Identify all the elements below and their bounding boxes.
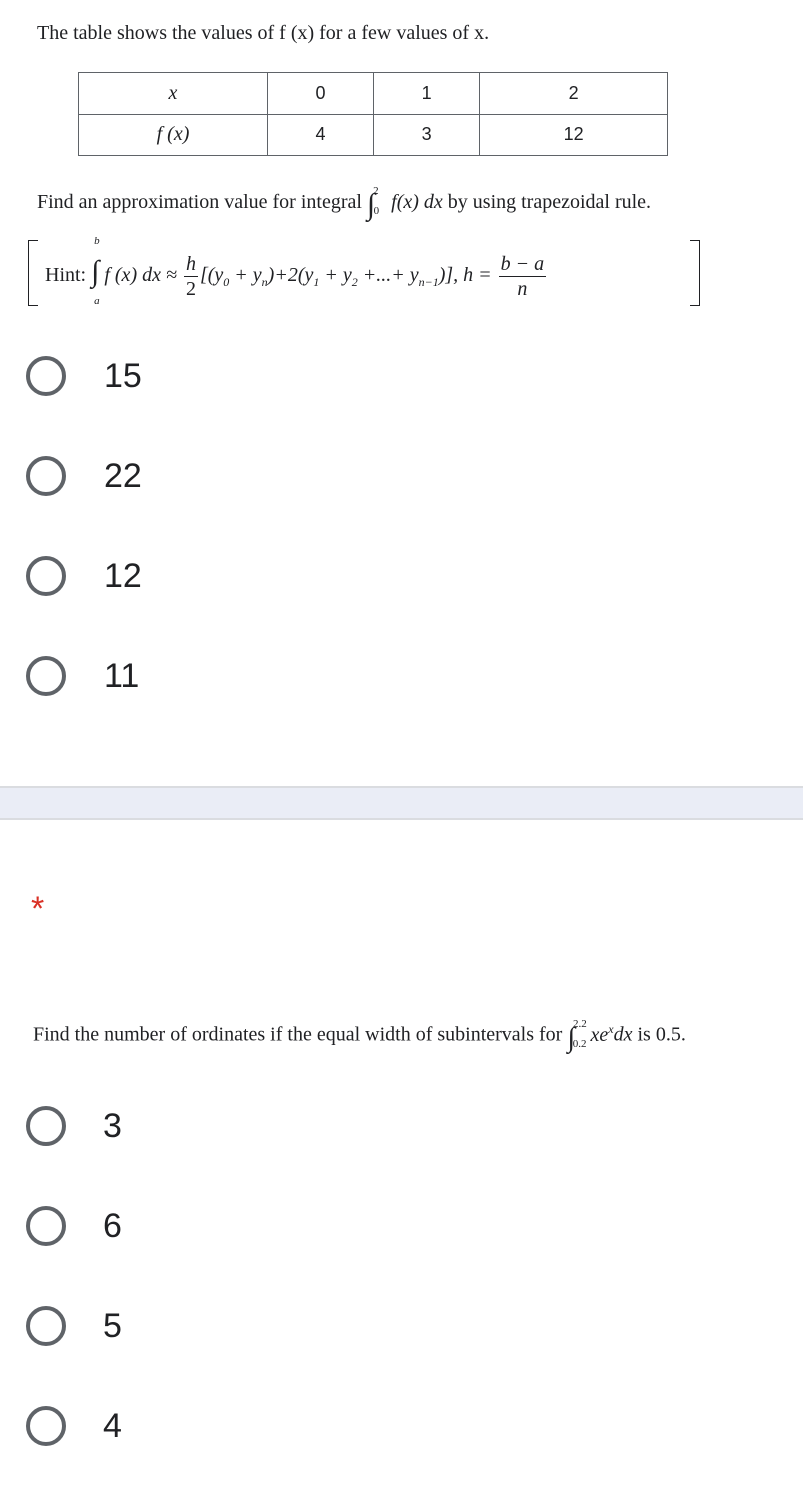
option-22[interactable] <box>26 452 142 500</box>
radio-button[interactable] <box>26 456 66 496</box>
q2-before: Find the number of ordinates if the equal width of subintervals for <box>33 1023 563 1046</box>
option-label: 5 <box>103 1306 122 1345</box>
integral-icon: ∫ b a <box>91 235 100 308</box>
integral-upper: 2 <box>373 185 379 197</box>
table-cell: 0 <box>268 73 374 115</box>
option-6[interactable] <box>26 1202 122 1250</box>
question-2-text <box>33 1017 686 1055</box>
sub: 0 <box>223 275 230 290</box>
rhs: + y <box>229 264 262 287</box>
option-11[interactable] <box>26 652 139 700</box>
hint-fraction <box>184 254 198 299</box>
integrand-dx: dx <box>613 1023 633 1046</box>
hint-lhs: f (x) dx ≈ <box>104 264 177 287</box>
table-row <box>79 73 668 115</box>
rhs: )], <box>438 264 459 287</box>
sub: 2 <box>351 275 358 290</box>
hint-lower: a <box>94 295 100 308</box>
frac-num: h <box>185 253 196 275</box>
frac-num: b − a <box>500 253 545 275</box>
hint-upper: b <box>94 235 100 248</box>
option-label: 12 <box>104 556 142 595</box>
bracket-right <box>690 240 700 306</box>
h-equals: h = <box>463 264 492 287</box>
hint-box <box>28 236 708 308</box>
sub: 1 <box>313 275 320 290</box>
bracket-left <box>28 240 38 306</box>
radio-button[interactable] <box>26 656 66 696</box>
table-row <box>79 114 668 156</box>
option-label: 3 <box>103 1106 122 1145</box>
q2-after: is 0.5. <box>637 1023 686 1046</box>
option-label: 6 <box>103 1206 122 1245</box>
h-fraction <box>499 254 547 299</box>
radio-button[interactable] <box>26 1206 66 1246</box>
integral-lower: 0 <box>373 205 380 217</box>
question-separator <box>0 786 803 820</box>
required-asterisk: * <box>31 890 45 928</box>
prompt-before: Find an approximation value for integral <box>37 191 362 213</box>
integral-icon: ∫ <box>366 188 376 221</box>
radio-button[interactable] <box>26 356 66 396</box>
rhs: [(y <box>199 264 224 287</box>
rhs: +...+ y <box>357 264 419 287</box>
sub: n <box>261 275 268 290</box>
option-label: 22 <box>104 456 142 495</box>
table-cell: 12 <box>480 114 668 156</box>
table-cell: 1 <box>374 73 480 115</box>
integral-icon: ∫ <box>567 1022 575 1054</box>
frac-den: 2 <box>185 278 196 300</box>
hint-label: Hint: <box>45 264 87 287</box>
radio-button[interactable] <box>26 1306 66 1346</box>
question-1-text: The table shows the values of f (x) for a few values of x. <box>37 22 490 44</box>
sub: n−1 <box>418 275 439 290</box>
table-cell: 2 <box>480 73 668 115</box>
option-5[interactable] <box>26 1302 122 1350</box>
option-label: 15 <box>104 356 142 395</box>
prompt-after: by using trapezoidal rule. <box>447 191 652 213</box>
table-cell: 4 <box>268 114 374 156</box>
option-12[interactable] <box>26 552 142 600</box>
integrand: f(x) dx <box>391 191 443 213</box>
table-header-fx: f (x) <box>79 114 268 156</box>
table-cell: 3 <box>374 114 480 156</box>
integral-lower: 0.2 <box>572 1037 587 1050</box>
option-label: 11 <box>104 656 140 695</box>
rhs: + y <box>319 264 352 287</box>
values-table <box>78 72 668 156</box>
radio-button[interactable] <box>26 1106 66 1146</box>
option-3[interactable] <box>26 1102 122 1150</box>
integrand-exponent: x <box>608 1022 614 1036</box>
radio-button[interactable] <box>26 1406 66 1446</box>
option-4[interactable] <box>26 1402 122 1450</box>
option-label: 4 <box>103 1406 122 1445</box>
table-header-x: x <box>79 73 268 115</box>
rhs: )+2(y <box>267 264 314 287</box>
hint-formula <box>45 235 548 308</box>
integral-upper: 2.2 <box>573 1017 587 1030</box>
integrand: xe <box>590 1023 609 1046</box>
frac-den: n <box>517 278 528 300</box>
radio-button[interactable] <box>26 556 66 596</box>
question-1-prompt <box>37 185 652 222</box>
option-15[interactable] <box>26 352 142 400</box>
